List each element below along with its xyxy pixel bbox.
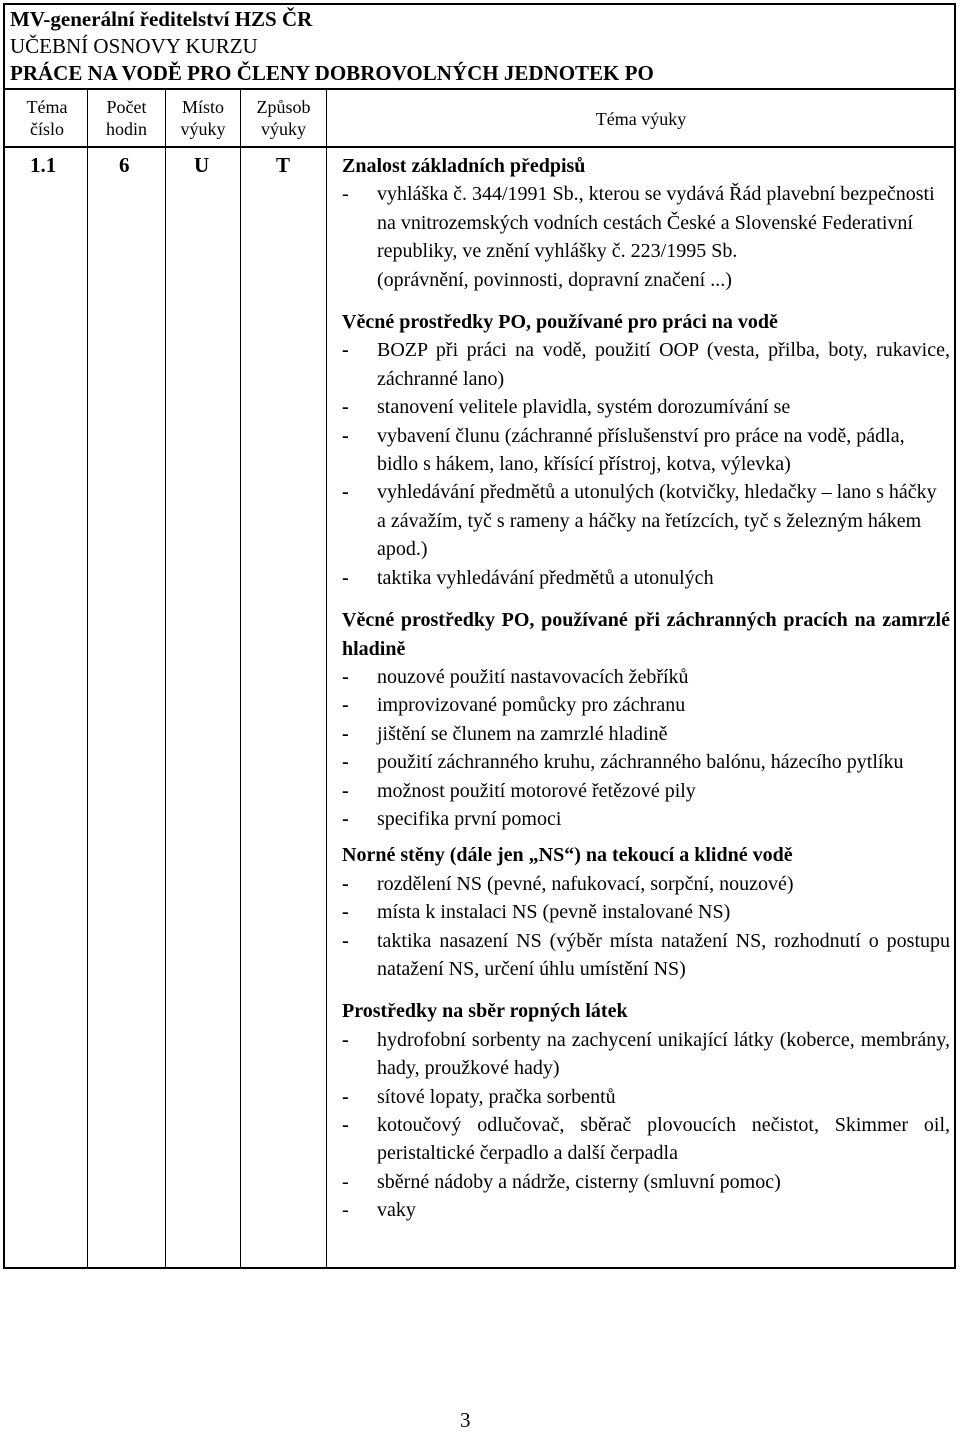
list-item: - vyhledávání předmětů a utonulých (kotvičky, hledačky – lano s háčky a závažím, tyč s rameny a háčky na řetízcích, tyč s železným hákem apod.)	[342, 481, 937, 561]
column-line-3	[240, 89, 241, 1268]
topic-content	[342, 152, 950, 1225]
list-item: - vyhláška č. 344/1991 Sb., kterou se vydává Řád plavební bezpečnosti na vnitrozemských vodních cestách České a Slovenské Federativní republiky, ve znění vyhlášky č. 223/1995 Sb.	[342, 183, 935, 263]
list-item: - stanovení velitele plavidla, systém dorozumívání se	[342, 396, 791, 419]
list-item: - kotoučový odlučovač, sběrač plovoucích nečistot, Skimmer oil, peristaltické čerpadlo a další čerpadla	[342, 1114, 950, 1165]
list-item: - vaky	[342, 1199, 416, 1222]
header-divider	[3, 88, 956, 90]
list-item: (oprávnění, povinnosti, dopravní značení ...)	[377, 268, 732, 291]
row-misto-vyuky: U	[194, 153, 210, 177]
section-title: Prostředky na sběr ropných látek	[342, 1000, 628, 1023]
row-pocet-hodin: 6	[119, 153, 130, 177]
col-header-pocet-hodin: Počet hodin	[105, 97, 147, 139]
list-item: - hydrofobní sorbenty na zachycení unikající látky (koberce, membrány, hady, proužkové hady)	[342, 1028, 950, 1080]
col-header-misto-vyuky: Místo výuky	[180, 97, 226, 139]
section-title: Norné stěny (dále jen „NS“) na tekoucí a klidné vodě	[342, 844, 793, 867]
col-header-tema-cislo: Téma číslo	[26, 97, 68, 139]
list-item: - nouzové použití nastavovacích žebříků	[342, 665, 689, 688]
list-item: - specifika první pomoci	[342, 807, 562, 830]
list-item: - vybavení člunu (záchranné příslušenství pro práce na vodě, pádla, bidlo s hákem, lano, křísící přístroj, kotva, výlevka)	[342, 424, 905, 476]
col-header-tema-vyuky: Téma výuky	[595, 109, 687, 129]
header-course: UČEBNÍ OSNOVY KURZU	[10, 34, 258, 58]
list-item: - možnost použití motorové řetězové pily	[342, 779, 696, 802]
column-header-divider	[3, 146, 956, 148]
list-item: - taktika nasazení NS (výběr místa natažení NS, rozhodnutí o postupu natažení NS, určení úhlu umístění NS)	[342, 929, 950, 980]
section-title: Znalost základních předpisů	[342, 155, 586, 177]
column-line-2	[165, 89, 166, 1268]
column-line-4	[326, 89, 327, 1268]
list-item: - BOZP při práci na vodě, použití OOP (vesta, přilba, boty, rukavice, záchranné lano)	[342, 339, 950, 390]
list-item: - sítové lopaty, pračka sorbentů	[342, 1085, 616, 1108]
column-line-1	[87, 89, 88, 1268]
list-item: - jištění se člunem na zamrzlé hladině	[342, 722, 668, 745]
col-header-zpusob-vyuky: Způsob výuky	[256, 97, 311, 139]
section-title: Věcné prostředky PO, používané pro práci na vodě	[342, 311, 778, 334]
row-zpusob-vyuky: T	[276, 153, 291, 177]
header-org: MV-generální ředitelství HZS ČR	[10, 7, 313, 31]
section-title: Věcné prostředky PO, používané při záchranných pracích na zamrzlé hladině	[342, 609, 950, 660]
list-item: - taktika vyhledávání předmětů a utonulých	[342, 566, 714, 589]
page-number: 3	[460, 1408, 471, 1432]
list-item: - použití záchranného kruhu, záchranného balónu, házecího pytlíku	[342, 751, 904, 774]
list-item: - rozdělení NS (pevné, nafukovací, sorpční, nouzové)	[342, 872, 794, 895]
list-item: - místa k instalaci NS (pevně instalované NS)	[342, 901, 731, 924]
list-item: - improvizované pomůcky pro záchranu	[342, 694, 686, 717]
list-item: - sběrné nádoby a nádrže, cisterny (smluvní pomoc)	[342, 1170, 781, 1193]
header-course-title: PRÁCE NA VODĚ PRO ČLENY DOBROVOLNÝCH JEDNOTEK PO	[10, 61, 654, 85]
row-tema-cislo: 1.1	[30, 153, 57, 177]
